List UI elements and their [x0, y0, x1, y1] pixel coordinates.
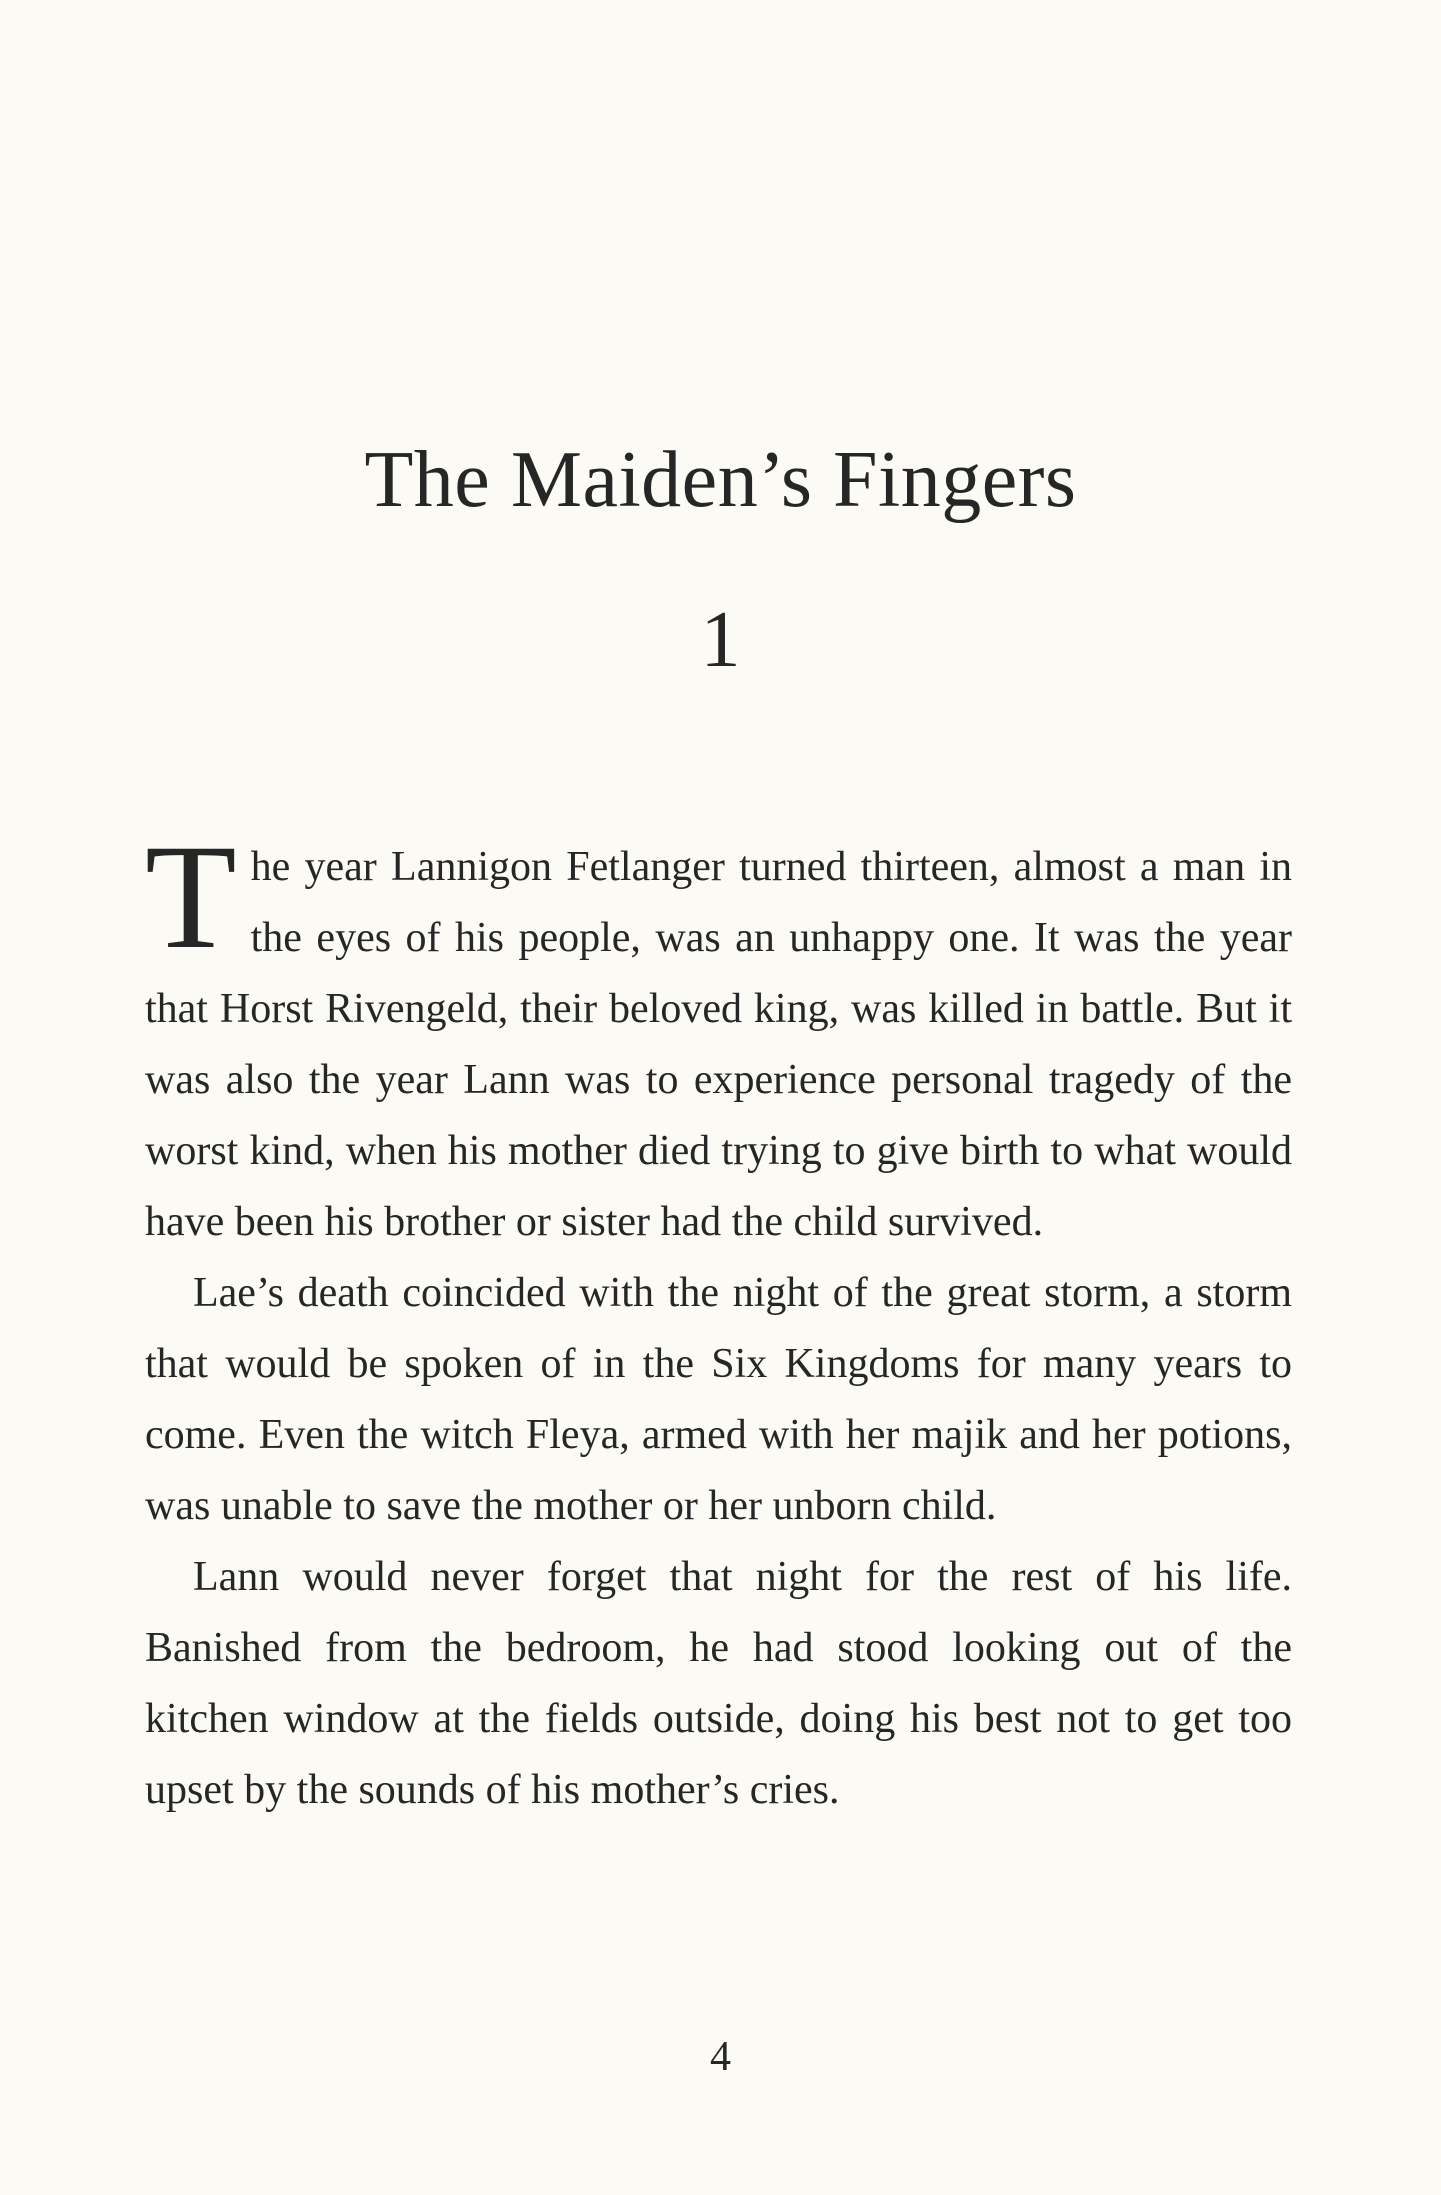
- paragraph-1-text: he year Lannigon Fetlanger turned thirteen, almost a man in the eyes of his people, was an unhappy one. It was the year that Horst Rivengeld, their beloved king, was killed in battle. But it was also the year Lann was to experience personal tragedy of the worst kind, when his mother died trying to give birth to what would have been his brother or sister had the child survived.: [145, 844, 1292, 1245]
- chapter-body: [145, 814, 1292, 1826]
- page-number: 4: [710, 2034, 731, 2080]
- chapter-number: 1: [700, 596, 741, 684]
- paragraph-1: [145, 814, 1292, 1258]
- paragraph-2: Lae’s death coincided with the night of the great storm, a storm that would be spoken of in the Six Kingdoms for many years to come. Even the witch Fleya, armed with her majik and her potions, was unable to save the mother or her unborn child.: [145, 1270, 1292, 1529]
- chapter-title: The Maiden’s Fingers: [364, 436, 1077, 524]
- paragraph-3: Lann would never forget that night for the rest of his life. Banished from the bedroom, he had stood looking out of the kitchen window at the fields outside, doing his best not to get too upset by the sounds of his mother’s cries.: [145, 1554, 1292, 1813]
- drop-cap: T: [145, 814, 237, 980]
